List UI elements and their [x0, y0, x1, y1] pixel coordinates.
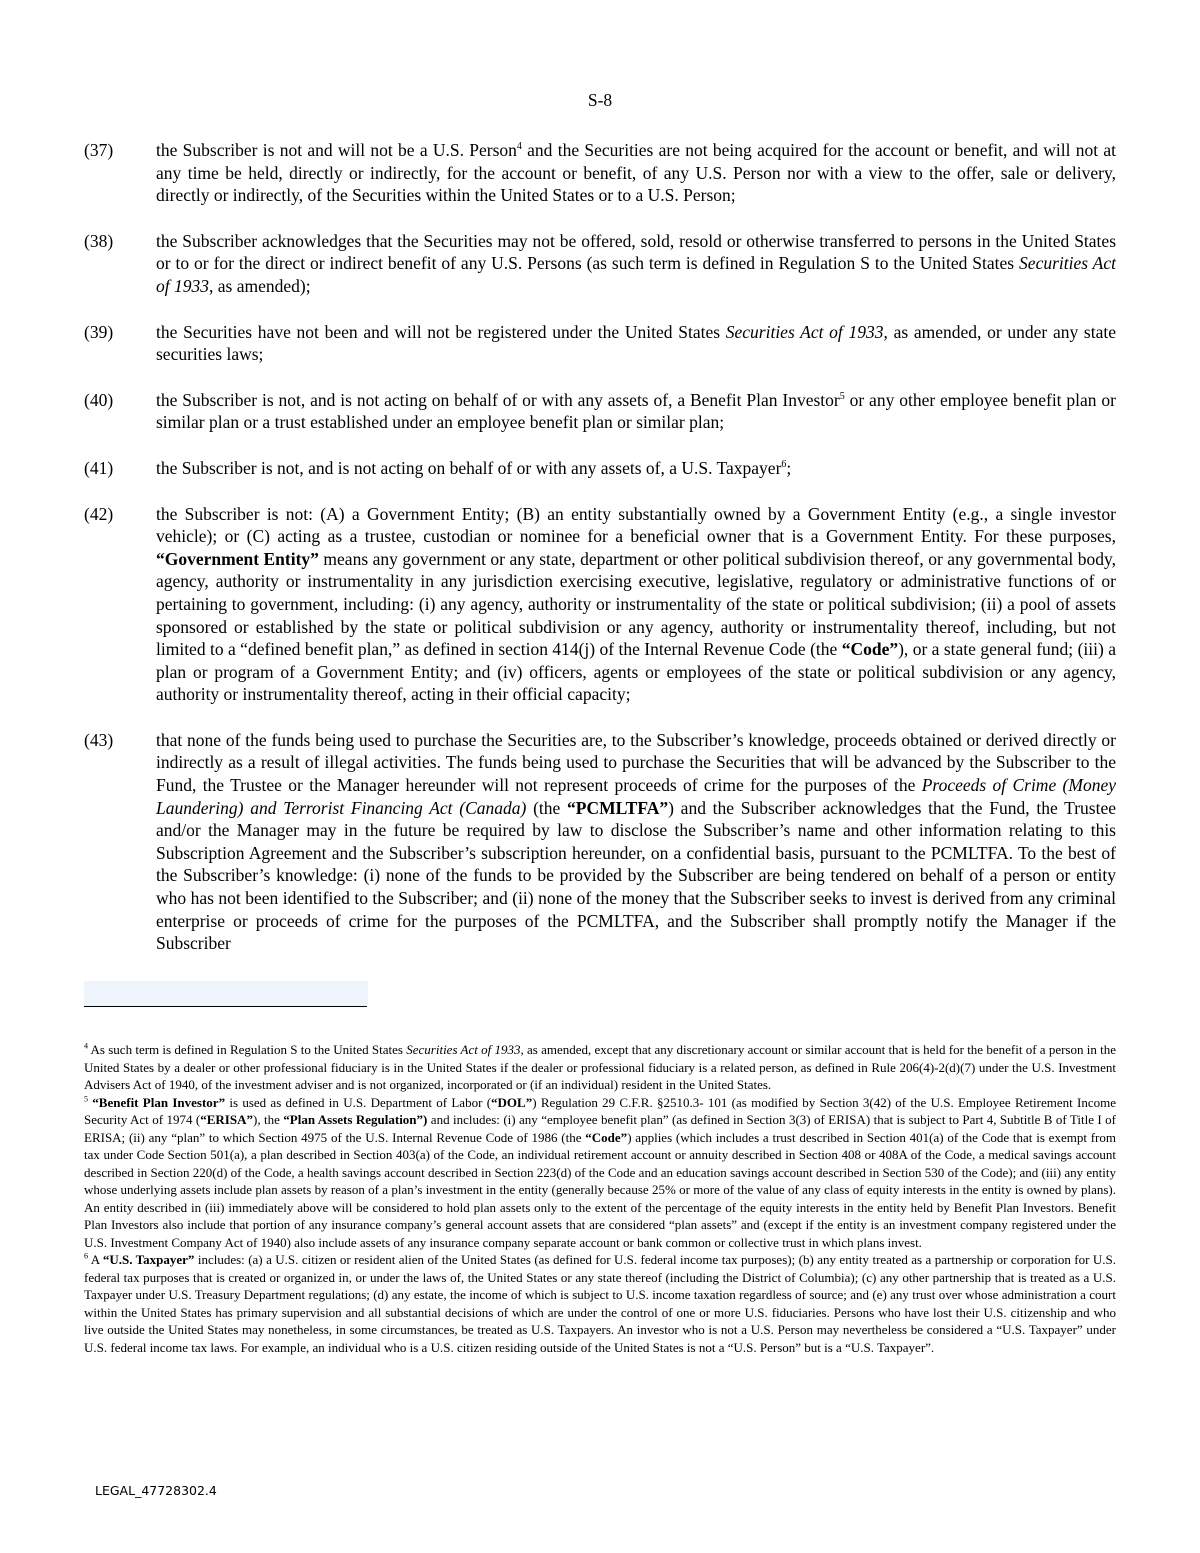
- item-text: [156, 389, 1116, 434]
- footnote-marker: 6: [84, 1251, 88, 1261]
- text-run: Securities Act of 1933: [406, 1042, 521, 1057]
- text-run: Securities Act of 1933: [725, 321, 884, 342]
- text-run: Proceeds of Crime (Money Laundering) and Terrorist Financing Act (Canada): [156, 775, 1116, 818]
- text-run: that none of the funds being used to purchase the Securities are, to the Subscriber’s knowledge, proceeds obtained or derived directly or indirectly as a result of illegal activities. The funds being used to purchase the Securities that will be advanced by the Subscriber to the Fund, the Trustee or the Manager hereunder will not represent proceeds of crime for the purposes of the: [156, 729, 1116, 796]
- text-run: is used as defined in U.S. Department of Labor (: [225, 1094, 492, 1110]
- text-run: the Subscriber is not, and is not acting on behalf of or with any assets of, a U.S. Taxpayer: [156, 457, 782, 478]
- text-run: “PCMLTFA”: [567, 797, 669, 818]
- item-text: [156, 503, 1116, 706]
- item-number: (38): [84, 230, 114, 251]
- text-run: the Securities have not been and will not be registered under the United States: [156, 321, 726, 342]
- text-run: “Benefit Plan Investor”: [92, 1094, 226, 1110]
- text-run: ), or a state general fund; (iii) a plan or program of a Government Entity; and (iv) officers, agents or employees of the state or political subdivision or any agency, authority or instrumentality thereof, acting in their official capacity;: [156, 639, 1116, 705]
- text-run: Securities Act of 1933: [156, 253, 1116, 296]
- list-item: [84, 729, 1116, 955]
- footnote-marker: 5: [839, 390, 845, 402]
- text-run: , as amended);: [209, 275, 311, 296]
- list-item: [84, 321, 1116, 366]
- footnote-6: [84, 1251, 1116, 1356]
- text-run: A: [88, 1252, 103, 1267]
- list-item: [84, 503, 1116, 706]
- text-run: ;: [786, 457, 792, 478]
- text-run: the Subscriber is not and will not be a U.S. Person: [156, 140, 517, 160]
- text-run: “ERISA”: [200, 1112, 253, 1127]
- item-number: (43): [84, 729, 114, 750]
- text-run: “Government Entity”: [156, 548, 319, 569]
- item-text: [156, 230, 1116, 298]
- text-run: and includes: (i) any “employee benefit plan” (as defined in Section 3(3) of ERISA) that is subject to Part 4, Subtitle B of Title I of ERISA; (ii) any “plan” to which Section 4975 of the U.S. Internal Revenue Code of 1986 (the: [84, 1112, 1116, 1145]
- footnote-marker: 4: [84, 1041, 88, 1051]
- text-run: or any other employee benefit plan or similar plan or a trust established under an employee benefit plan or similar plan;: [156, 389, 1117, 433]
- document-id: LEGAL_47728302.4: [95, 1483, 217, 1498]
- footnote-marker: 4: [516, 141, 522, 153]
- item-text: [156, 457, 1116, 480]
- text-run: “DOL”: [491, 1094, 533, 1110]
- text-run: includes: (a) a U.S. citizen or resident alien of the United States (as defined for U.S. federal income tax purposes); (b) any entity treated as a partnership or corporation for U.S. federal tax purposes that is created or organized in, or under the laws of, the United States or any state thereof (including the District of Columbia); (c) any other partnership that is treated as a U.S. Taxpayer under U.S. Treasury Department regulations; (d) any estate, the income of which is subject to U.S. income taxation regardless of source; and (e) any trust over whose administration a court within the United States has primary supervision and all substantial decisions of which are under the control of one or more U.S. fiduciaries. Persons who have lost their U.S. citizenship and who live outside the United States may nonetheless, in some circumstances, be treated as U.S. Taxpayers. An investor who is not a U.S. Person may nevertheless be considered a “U.S. Taxpayer” under U.S. federal income tax laws. For example, an individual who is a U.S. citizen residing outside of the United States is not a “U.S. Person” but is a “U.S. Taxpayer”.: [84, 1252, 1116, 1355]
- item-text: [156, 139, 1116, 207]
- item-text: [156, 729, 1116, 955]
- text-run: “U.S. Taxpayer”: [102, 1252, 195, 1267]
- text-run: “Code”: [841, 639, 899, 660]
- numbered-representations: [84, 139, 1116, 978]
- text-run: the Subscriber acknowledges that the Securities may not be offered, sold, resold or otherwise transferred to persons in the United States or to or for the direct or indirect benefit of any U.S. Persons (as such term is defined in Regulation S to the United States: [156, 230, 1116, 274]
- footnote-5: [84, 1094, 1116, 1252]
- page-number: S-8: [587, 90, 613, 110]
- list-item: [84, 139, 1116, 207]
- footnote-marker: 6: [781, 459, 787, 471]
- item-text: [156, 321, 1116, 366]
- footnote-marker: 5: [84, 1094, 88, 1104]
- list-item: [84, 389, 1116, 434]
- text-run: the Subscriber is not, and is not acting on behalf of or with any assets of, a Benefit Plan Investor: [156, 389, 840, 410]
- item-number: (40): [84, 389, 114, 410]
- text-run: “Code”: [585, 1129, 628, 1145]
- item-number: (41): [84, 457, 114, 478]
- text-run: (the: [526, 797, 567, 818]
- text-run: ) applies (which includes a trust described in Section 401(a) of the Code that is exempt from tax under Code Section 501(a), a plan described in Section 403(a) of the Code, an individual retirement account or annuity described in Section 408 or 408A of the Code, a medical savings account described in Section 220(d) of the Code, a health savings account described in Section 223(d) of the Code and an education savings account described in Section 530 of the Code); and (iii) any entity whose underlying assets include plan assets by reason of a plan’s investment in the entity (generally because 25% or more of the value of any class of equity interests in the entity is owned by plans). An entity described in (iii) immediately above will be considered to hold plan assets only to the extent of the percentage of the equity interests in the entity held by Benefit Plan Investors. Benefit Plan Investors also include that portion of any insurance company’s general account assets that are considered “plan assets” and (except if the entity is an investment company registered under the U.S. Investment Company Act of 1940) also include assets of any insurance company separate account or bank common or collective trust in which plans invest.: [84, 1129, 1116, 1250]
- text-run: ), the: [252, 1112, 284, 1127]
- item-number: (42): [84, 503, 114, 524]
- footnote-4: [84, 1041, 1116, 1094]
- text-run: , as amended, except that any discretionary account or similar account that is held for the benefit of a person in the United States by a dealer or other professional fiduciary is in the United States if the dealer or professional fiduciary is a related person, as defined in Rule 206(4)-2(d)(7) under the U.S. Investment Advisers Act of 1940, of the investment adviser and is not organized, incorporated or (if an individual) resident in the United States.: [84, 1042, 1116, 1092]
- text-run: , as amended, or under any state securities laws;: [156, 321, 1116, 365]
- highlight-band: [84, 981, 368, 1006]
- text-run: means any government or any state, department or other political subdivision thereof, or any governmental body, agency, authority or instrumentality in any jurisdiction exercising executive, legislative, regulatory or administrative functions of or pertaining to government, including: (i) any agency, authority or instrumentality of the state or political subdivision; (ii) a pool of assets sponsored or established by the state or political subdivision or any agency, authority or instrumentality thereof, including, but not limited to a “defined benefit plan,” as defined in section 414(j) of the Internal Revenue Code (the: [156, 548, 1116, 660]
- text-run: “Plan Assets Regulation”): [283, 1112, 428, 1127]
- text-run: and the Securities are not being acquired for the account or benefit, and will not at any time be held, directly or indirectly, for the account or benefit, of any U.S. Person nor with a view to the offer, sale or delivery, directly or indirectly, of the Securities within the United States or to a U.S. Person;: [156, 140, 1116, 206]
- item-number: (37): [84, 140, 114, 160]
- text-run: the Subscriber is not: (A) a Government Entity; (B) an entity substantially owned by a Government Entity (e.g., a single investor vehicle); or (C) acting as a trustee, custodian or nominee for a beneficial owner that is a Government Entity. For these purposes,: [156, 503, 1116, 547]
- list-item: [84, 457, 1116, 480]
- text-run: ) and the Subscriber acknowledges that the Fund, the Trustee and/or the Manager may in the future be required by law to disclose the Subscriber’s name and other information relating to this Subscription Agreement and the Subscriber’s subscription hereunder, on a confidential basis, pursuant to the PCMLTFA. To the best of the Subscriber’s knowledge: (i) none of the funds to be provided by the Subscriber are being tendered on behalf of a person or entity who has not been identified to the Subscriber; and (ii) none of the money that the Subscriber seeks to invest is derived from any criminal enterprise or proceeds of crime for the purposes of the PCMLTFA, and the Subscriber shall promptly notify the Manager if the Subscriber: [156, 797, 1116, 954]
- list-item: [84, 230, 1116, 298]
- footnote-separator: [84, 1006, 367, 1007]
- text-run: ) Regulation 29 C.F.R. §2510.3- 101 (as modified by Section 3(42) of the U.S. Employee Retirement Income Security Act of 1974 (: [84, 1094, 1116, 1127]
- text-run: As such term is defined in Regulation S to the United States: [88, 1042, 407, 1057]
- footnotes: [84, 1041, 1116, 1356]
- item-number: (39): [84, 321, 114, 342]
